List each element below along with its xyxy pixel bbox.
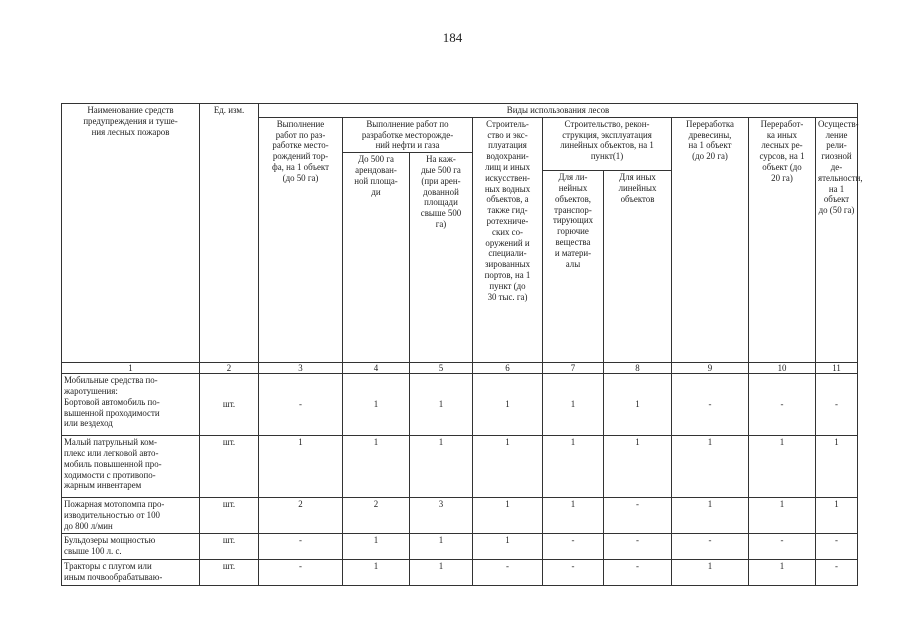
column-number: 6 [473, 363, 543, 374]
header-reservoirs: Строитель- ство и экс- плуатация водохрани- лищ и иных искусствен- ных водных объектов, а также гид- ротехниче- ских со- оружений и специали- зированных портов, на 1 пункт (до 30 тыс. га) [473, 117, 543, 362]
row-value: - [259, 374, 343, 436]
row-value: - [543, 534, 604, 560]
row-value: - [749, 374, 816, 436]
row-value: - [604, 560, 672, 586]
table-row [62, 534, 858, 560]
row-value: 1 [672, 560, 749, 586]
row-value: - [604, 534, 672, 560]
column-number: 8 [604, 363, 672, 374]
row-value: 1 [543, 436, 604, 498]
header-unit: Ед. изм. [200, 104, 259, 363]
row-value: 1 [410, 534, 473, 560]
header-tool-name: Наименование средств предупреждения и туше- ния лесных пожаров [62, 104, 200, 363]
row-value: - [259, 560, 343, 586]
row-name: Пожарная мотопомпа про- изводительностью от 100 до 800 л/мин [62, 498, 200, 534]
table-row [62, 498, 858, 534]
column-number: 7 [543, 363, 604, 374]
header-oil-gas-sub2: На каж- дые 500 га (при арен- дованной площади свыше 500 га) [410, 153, 473, 363]
row-value: 1 [343, 374, 410, 436]
row-value: 1 [543, 374, 604, 436]
row-value: - [672, 374, 749, 436]
row-value: 1 [604, 374, 672, 436]
row-value: 1 [816, 436, 858, 498]
row-value: 1 [749, 436, 816, 498]
column-number: 1 [62, 363, 200, 374]
header-other-resources: Переработ- ка иных лесных ре- сурсов, на 1 объект (до 20 га) [749, 117, 816, 362]
row-value: 1 [343, 560, 410, 586]
row-name: Тракторы с плугом или иным почвообрабатываю- [62, 560, 200, 586]
row-value: 1 [410, 560, 473, 586]
header-peat: Выполнение работ по раз- работке место- рождений тор- фа, на 1 объект (до 50 га) [259, 117, 343, 362]
row-name: Мобильные средства по- жаротушения: Бортовой автомобиль по- вышенной проходимости или вездеход [62, 374, 200, 436]
row-value: 3 [410, 498, 473, 534]
row-value: 1 [816, 498, 858, 534]
row-value: - [749, 534, 816, 560]
header-religious: Осуществ- ление рели- гиозной де- ятельности, на 1 объект до (50 га) [816, 117, 858, 362]
column-number: 3 [259, 363, 343, 374]
header-oil-gas: Выполнение работ по разработке месторожде- ний нефти и газа [343, 117, 473, 152]
row-value: 1 [343, 436, 410, 498]
page-number: 184 [442, 30, 463, 45]
row-value: 1 [672, 498, 749, 534]
row-value: 1 [749, 498, 816, 534]
row-value: - [604, 498, 672, 534]
row-value: - [473, 560, 543, 586]
row-value: 1 [604, 436, 672, 498]
row-value: 1 [473, 498, 543, 534]
row-unit: шт. [200, 560, 259, 586]
header-linear-sub1: Для ли- нейных объектов, транспор- тирующих горючие вещества и матери- алы [543, 171, 604, 363]
row-unit: шт. [200, 374, 259, 436]
row-value: 1 [343, 534, 410, 560]
row-value: 1 [473, 534, 543, 560]
row-value: - [816, 560, 858, 586]
row-value: 1 [749, 560, 816, 586]
row-value: 1 [259, 436, 343, 498]
header-oil-gas-sub1: До 500 га арендован- ной площа- ди [343, 153, 410, 363]
row-value: 1 [473, 374, 543, 436]
header-wood: Переработка древесины, на 1 объект (до 20 га) [672, 117, 749, 362]
column-numbers-row [62, 363, 858, 374]
row-name: Малый патрульный ком- плекс или легковой авто- мобиль повышенной про- ходимости с противопо- жарным инвентарем [62, 436, 200, 498]
row-value: - [816, 374, 858, 436]
row-unit: шт. [200, 436, 259, 498]
header-forest-use-types: Виды использования лесов [259, 104, 858, 118]
row-value: - [543, 560, 604, 586]
row-value: 1 [410, 374, 473, 436]
row-value: 2 [343, 498, 410, 534]
column-number: 4 [343, 363, 410, 374]
column-number: 10 [749, 363, 816, 374]
column-number: 9 [672, 363, 749, 374]
row-name: Бульдозеры мощностью свыше 100 л. с. [62, 534, 200, 560]
table-row [62, 436, 858, 498]
row-value: - [816, 534, 858, 560]
column-number: 11 [816, 363, 858, 374]
row-unit: шт. [200, 498, 259, 534]
row-unit: шт. [200, 534, 259, 560]
row-value: 1 [672, 436, 749, 498]
row-value: 1 [543, 498, 604, 534]
column-number: 2 [200, 363, 259, 374]
column-number: 5 [410, 363, 473, 374]
row-value: 1 [410, 436, 473, 498]
fire-equipment-table [61, 103, 863, 586]
row-value: - [672, 534, 749, 560]
row-value: - [259, 534, 343, 560]
header-linear-sub2: Для иных линейных объектов [604, 171, 672, 363]
header-linear: Строительство, рекон- струкция, эксплуатация линейных объектов, на 1 пункт(1) [543, 117, 672, 170]
table-row [62, 560, 858, 586]
table-row [62, 374, 858, 436]
row-value: 1 [473, 436, 543, 498]
row-value: 2 [259, 498, 343, 534]
